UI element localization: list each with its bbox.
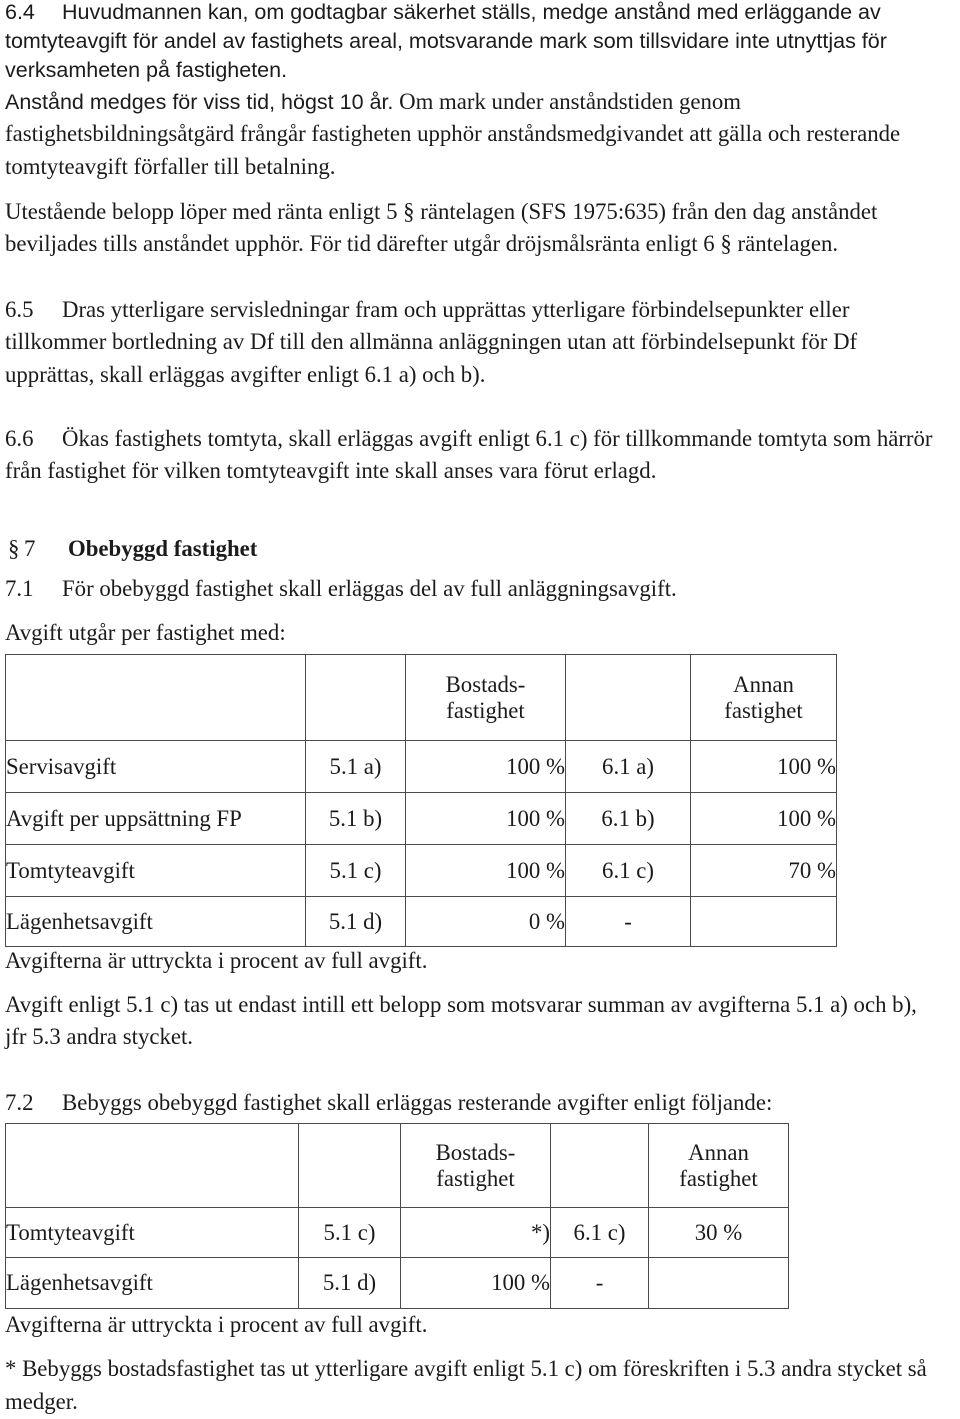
- paragraph-text: Huvudmannen kan, om godtagbar säkerhet ställs, medge anstånd med erläggande av: [62, 0, 881, 24]
- annan-ref-cell: -: [566, 897, 691, 947]
- annan-ref-cell: 6.1 c): [551, 1208, 649, 1258]
- bostad-percent-cell: 100 %: [406, 793, 566, 845]
- section-number: 6.4: [5, 0, 35, 24]
- header-bostad-cell: [401, 1124, 551, 1208]
- fee-type-cell: Avgift per uppsättning FP: [6, 793, 306, 845]
- annan-percent-cell: 100 %: [691, 793, 837, 845]
- section-6-6-line: från fastighet för vilken tomtyteavgift inte skall anses vara förut erlagd.: [5, 458, 657, 483]
- section-number: 6.6: [5, 426, 34, 451]
- table-row: [6, 793, 837, 845]
- section-6-4-line: [5, 0, 881, 25]
- header-empty-cell: [306, 655, 406, 741]
- fee-table-built: [5, 1123, 789, 1309]
- fee-type-cell: Lägenhetsavgift: [6, 897, 306, 947]
- header-empty-cell: [6, 655, 306, 741]
- annan-percent-cell: [649, 1258, 789, 1309]
- table-row: [6, 845, 837, 897]
- bostad-ref-cell: 5.1 d): [306, 897, 406, 947]
- deferral-paragraph-line: fastighetsbildningsåtgärd frångår fastigheten upphör anståndsmedgivandet att gälla och resterande: [5, 121, 901, 146]
- header-text: fastighet: [446, 697, 525, 723]
- paragraph-symbol: §: [8, 536, 20, 561]
- header-text: Bostads-: [435, 1139, 516, 1165]
- header-annan-cell: [691, 655, 837, 741]
- section-number: 6.5: [5, 297, 34, 322]
- annan-percent-cell: 30 %: [649, 1208, 789, 1258]
- deferral-sentence: Anstånd medges för viss tid, högst 10 år.: [5, 90, 394, 114]
- bostad-percent-cell: 100 %: [406, 741, 566, 793]
- section-6-4-line: tomtyteavgift för andel av fastighets areal, motsvarande mark som tillsvidare inte utnyttjas för: [5, 29, 887, 53]
- annan-percent-cell: [691, 897, 837, 947]
- header-text: Bostads-: [445, 671, 526, 697]
- table-header-row: [6, 1124, 789, 1208]
- bostad-ref-cell: 5.1 c): [299, 1208, 401, 1258]
- bostad-percent-cell: 0 %: [406, 897, 566, 947]
- fee-table-unbuilt: [5, 654, 837, 947]
- table-header-row: [6, 655, 837, 741]
- header-bostad-cell: [406, 655, 566, 741]
- header-empty-cell: [551, 1124, 649, 1208]
- footnote-line: * Bebyggs bostadsfastighet tas ut ytterligare avgift enligt 5.1 c) om föreskriften i 5.3 andra stycket så: [5, 1356, 927, 1381]
- chapter-number: 7: [24, 536, 36, 561]
- annan-percent-cell: 70 %: [691, 845, 837, 897]
- header-annan-cell: [649, 1124, 789, 1208]
- limit-paragraph-line: jfr 5.3 andra stycket.: [5, 1024, 194, 1049]
- chapter-title: Obebyggd fastighet: [68, 536, 258, 561]
- section-6-5-line: [5, 297, 849, 323]
- section-7-1-line: [5, 576, 677, 602]
- header-text: Annan: [733, 671, 794, 697]
- interest-paragraph-line: Utestående belopp löper med ränta enligt 5 § räntelagen (SFS 1975:635) från den dag anståndet: [5, 199, 878, 224]
- interest-paragraph-line: beviljades tills anståndet upphör. För tid därefter utgår dröjsmålsränta enligt 6 § räntelagen.: [5, 231, 839, 256]
- table-row: [6, 897, 837, 947]
- bostad-ref-cell: 5.1 a): [306, 741, 406, 793]
- bostad-ref-cell: 5.1 c): [306, 845, 406, 897]
- paragraph-text: Bebyggs obebyggd fastighet skall erläggas resterande avgifter enligt följande:: [62, 1090, 773, 1115]
- header-text: fastighet: [679, 1165, 758, 1191]
- deferral-paragraph-line: tomtyteavgift förfaller till betalning.: [5, 154, 336, 179]
- section-6-4-line: verksamheten på fastigheten.: [5, 58, 288, 82]
- chapter-7-heading: [5, 536, 257, 562]
- section-6-6-line: [5, 426, 933, 452]
- table-row: [6, 1208, 789, 1258]
- paragraph-text: Ökas fastighets tomtyta, skall erläggas avgift enligt 6.1 c) för tillkommande tomtyta som härrör: [62, 426, 933, 451]
- bostad-ref-cell: 5.1 d): [299, 1258, 401, 1309]
- annan-ref-cell: 6.1 b): [566, 793, 691, 845]
- fee-type-cell: Tomtyteavgift: [6, 845, 306, 897]
- fee-type-cell: Tomtyteavgift: [6, 1208, 299, 1258]
- annan-ref-cell: -: [551, 1258, 649, 1309]
- fee-type-cell: Lägenhetsavgift: [6, 1258, 299, 1309]
- paragraph-text: Dras ytterligare servisledningar fram och upprättas ytterligare förbindelsepunkter eller: [62, 297, 850, 322]
- table-1-note: Avgifterna är uttryckta i procent av full avgift.: [5, 948, 428, 973]
- footnote-line: medger.: [5, 1389, 78, 1414]
- annan-percent-cell: 100 %: [691, 741, 837, 793]
- header-empty-cell: [6, 1124, 299, 1208]
- deferral-paragraph-line: [5, 89, 741, 115]
- table-2-note: Avgifterna är uttryckta i procent av full avgift.: [5, 1312, 428, 1337]
- section-6-5-line: upprättas, skall erläggas avgifter enligt 6.1 a) och b).: [5, 362, 486, 387]
- section-6-5-line: tillkommer bortledning av Df till den allmänna anläggningen utan att förbindelsepunkt för Df: [5, 329, 858, 354]
- header-text: fastighet: [436, 1165, 515, 1191]
- table-1-intro: Avgift utgår per fastighet med:: [5, 620, 286, 645]
- fee-type-cell: Servisavgift: [6, 741, 306, 793]
- bostad-ref-cell: 5.1 b): [306, 793, 406, 845]
- header-text: Annan: [688, 1139, 749, 1165]
- section-number: 7.2: [5, 1090, 34, 1115]
- header-empty-cell: [566, 655, 691, 741]
- annan-ref-cell: 6.1 a): [566, 741, 691, 793]
- bostad-percent-cell: 100 %: [401, 1258, 551, 1309]
- table-row: [6, 1258, 789, 1309]
- table-row: [6, 741, 837, 793]
- section-number: 7.1: [5, 576, 34, 601]
- paragraph-text: Om mark under anståndstiden genom: [399, 89, 742, 114]
- limit-paragraph-line: Avgift enligt 5.1 c) tas ut endast intill ett belopp som motsvarar summan av avgifterna 5.1 a) och b),: [5, 992, 917, 1017]
- header-text: fastighet: [724, 697, 803, 723]
- bostad-percent-cell: *): [401, 1208, 551, 1258]
- section-7-2-line: [5, 1090, 772, 1116]
- paragraph-text: För obebyggd fastighet skall erläggas del av full anläggningsavgift.: [62, 576, 677, 601]
- header-empty-cell: [299, 1124, 401, 1208]
- bostad-percent-cell: 100 %: [406, 845, 566, 897]
- annan-ref-cell: 6.1 c): [566, 845, 691, 897]
